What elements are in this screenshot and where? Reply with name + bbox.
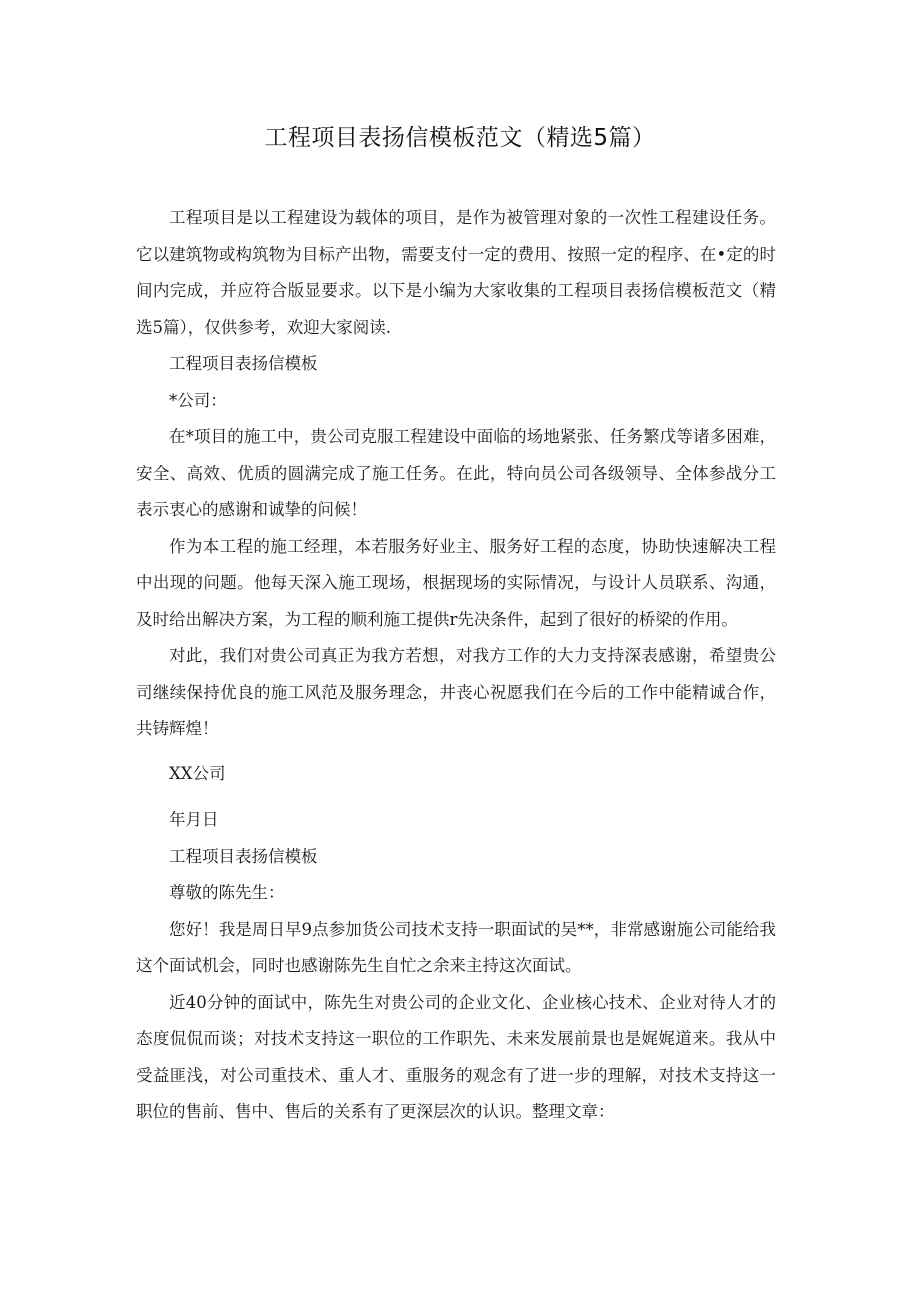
- letter1-paragraph-3: 对此，我们对贵公司真正为我方若想，对我方工作的大力支持深表感谢，希望贵公司继续保持优良的施工风范及服务理念，井丧心祝愿我们在今后的工作中能精诚合作，共铸辉煌！: [136, 646, 776, 738]
- document-body: [136, 200, 776, 1131]
- letter2-heading: 工程项目表扬信模板: [169, 846, 318, 866]
- intro-paragraph: 工程项目是以工程建设为载体的项目，是作为被管理对象的一次性工程建设任务。它以建筑物或构筑物为目标产出物，需要支付一定的费用、按照一定的程序、在•定的时间内完成，并应符合版显要求。以下是小编为大家收集的工程项目表扬信模板范文（精选5篇），仅供参考，欢迎大家阅读.: [136, 208, 776, 337]
- letter1-heading: 工程项目表扬信模板: [169, 354, 318, 373]
- letter2-salutation: 尊敬的陈先生：: [169, 883, 285, 902]
- letter1-date: 年月日: [169, 810, 219, 829]
- letter1-paragraph-2: 作为本工程的施工经理，本若服务好业主、服务好工程的态度，协助快速解决工程中出现的问题。他每天深入施工现场，根据现场的实际情况，与设计人员联系、沟通，及时给出解决方案，为工程的顺利施工提供r先决条件，起到了很好的桥梁的作用。: [136, 536, 776, 629]
- document-title: 工程项目表扬信模板范文（精选5篇）: [264, 125, 656, 151]
- letter2-paragraph-2: 近40分钟的面试中，陈先生对贵公司的企业文化、企业核心技术、企业对待人才的态度侃侃而谈；对技术支持这一职位的工作职先、未来发展前景也是娓娓道来。我从中受益匪浅，对公司重技术、重人才、重服务的观念有了进一步的理解，对技术支持这一职位的售前、售中、售后的关系有了更深层次的认识。整理文章：: [136, 992, 776, 1121]
- letter1-signature: XX公司: [169, 763, 226, 783]
- letter2-paragraph-1: 您好！我是周日早9点参加货公司技术支持一职面试的吴**，非常感谢施公司能给我这个面试机会，同时也感谢陈先生自忙之余来主持这次面试。: [136, 919, 776, 975]
- letter1-paragraph-1: 在*项目的施工中，贵公司克服工程建设中面临的场地紧张、任务繁戊等诸多困难，安全、高效、优质的圆满完成了施工任务。在此，特向员公司各级领导、全体参战分工表示衷心的感谢和诚挚的问候！: [136, 427, 776, 519]
- letter1-salutation: *公司：: [169, 390, 227, 410]
